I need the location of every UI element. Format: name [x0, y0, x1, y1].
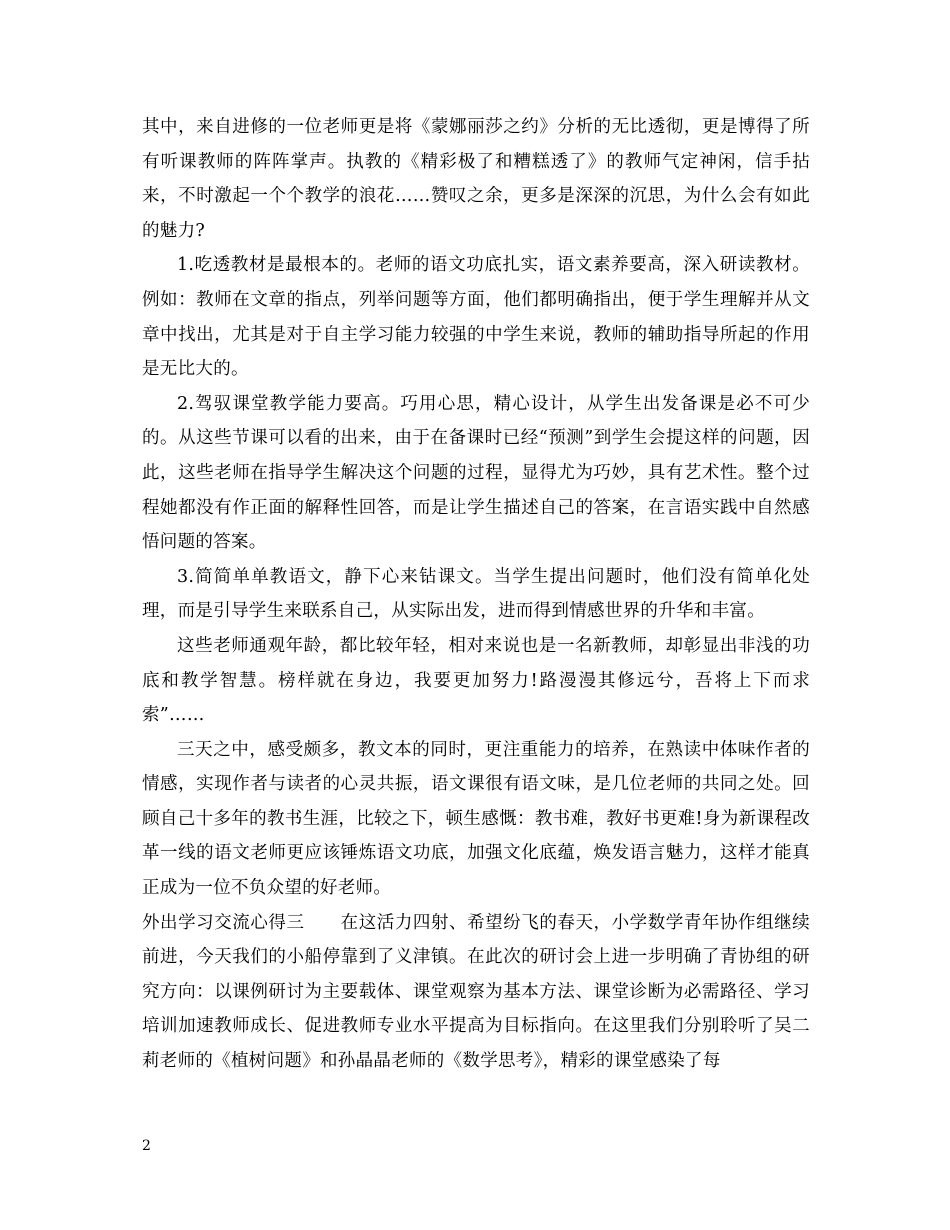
- paragraph-3: 2.驾驭课堂教学能力要高。巧用心思，精心设计，从学生出发备课是必不可少的。从这些节课可以看的出来，由于在备课时已经“预测”到学生会提这样的问题，因此，这些老师在指导学生解决这个问题的过程，显得尤为巧妙，具有艺术性。整个过程她都没有作正面的解释性回答，而是让学生描述自己的答案，在言语实践中自然感悟问题的答案。: [142, 393, 810, 553]
- paragraph-2: 1.吃透教材是最根本的。老师的语文功底扎实，语文素养要高，深入研读教材。例如：教师在文章的指点，列举问题等方面，他们都明确指出，便于学生理解并从文章中找出，尤其是对于自主学习能力较强的中学生来说，教师的辅助指导所起的作用是无比大的。: [142, 255, 810, 380]
- page-number: 2: [142, 1138, 151, 1154]
- paragraph-5: 这些老师通观年龄，都比较年轻，相对来说也是一名新教师，却彰显出非浅的功底和教学智慧。榜样就在身边，我要更加努力!路漫漫其修远兮，吾将上下而求索”……: [142, 635, 810, 726]
- paragraph-1: 其中，来自进修的一位老师更是将《蒙娜丽莎之约》分析的无比透彻，更是博得了所有听课教师的阵阵掌声。执教的《精彩极了和糟糕透了》的教师气定神闲，信手拈来，不时激起一个个教学的浪花……赞叹之余，更多是深深的沉思，为什么会有如此的魅力?: [142, 117, 810, 241]
- document-body: [142, 110, 810, 1079]
- paragraph-4: 3.简简单单教语文，静下心来钻课文。当学生提出问题时，他们没有简单化处理，而是引导学生来联系自己，从实际出发，进而得到情感世界的升华和丰富。: [142, 566, 810, 622]
- paragraph-6: 三天之中，感受颇多，教文本的同时，更注重能力的培养，在熟读中体味作者的情感，实现作者与读者的心灵共振，语文课很有语文味，是几位老师的共同之处。回顾自己十多年的教书生涯，比较之下，顿生感慨：教书难，教好书更难!身为新课程改革一线的语文老师更应该锤炼语文功底，加强文化底蕴，焕发语言魅力，这样才能真正成为一位不负众望的好老师。: [142, 739, 810, 899]
- paragraph-7: 外出学习交流心得三 在这活力四射、希望纷飞的春天，小学数学青年协作组继续前进，今天我们的小船停靠到了义津镇。在此次的研讨会上进一步明确了青协组的研究方向：以课例研讨为主要载体、课堂观察为基本方法、课堂诊断为必需路径、学习培训加速教师成长、促进教师专业水平提高为目标指向。在这里我们分别聆听了吴二莉老师的《植树问题》和孙晶晶老师的《数学思考》，精彩的课堂感染了每: [142, 912, 810, 1072]
